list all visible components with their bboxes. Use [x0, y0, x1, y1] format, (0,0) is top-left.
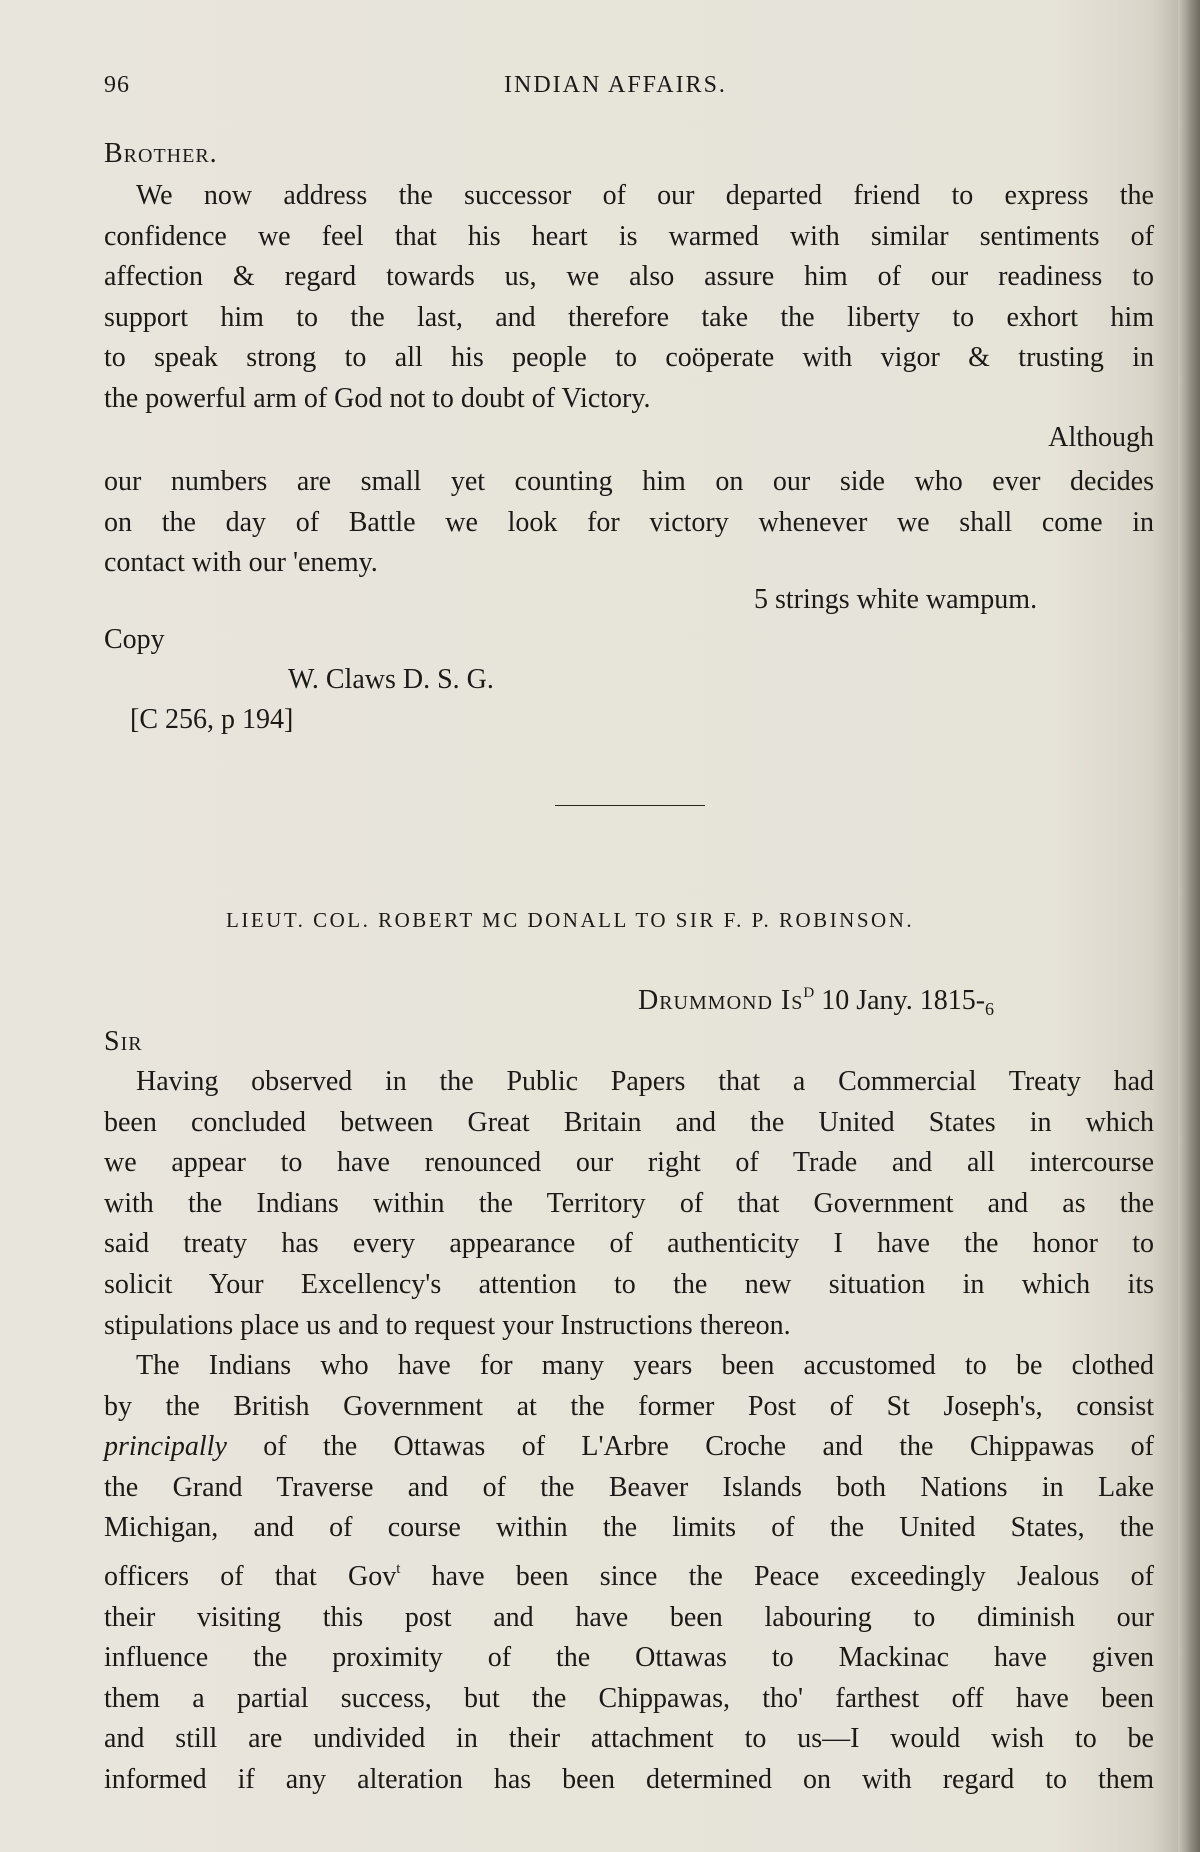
- text-line: and still are undivided in their attachment to us—I would wish to be: [104, 1723, 1154, 1755]
- dateline-date-subscript: 6: [985, 999, 995, 1019]
- letter1-salutation: Brother.: [104, 138, 218, 169]
- signature: W. Claws D. S. G.: [288, 664, 494, 695]
- text-line: [104, 1427, 1154, 1468]
- text-line: to speak strong to all his people to coöperate with vigor & trusting in: [104, 342, 1154, 374]
- text-line: We now address the successor of our departed friend to express the: [136, 180, 1154, 211]
- text-fragment: have been since the Peace exceedingly Jealous of: [400, 1560, 1155, 1592]
- text-line: Michigan, and of course within the limits of the United States, the: [104, 1512, 1154, 1544]
- text-line: the Grand Traverse and of the Beaver Islands both Nations in Lake: [104, 1471, 1154, 1503]
- text-line: affection & regard towards us, we also assure him of our readiness to: [104, 261, 1154, 293]
- superscript: t: [396, 1560, 401, 1577]
- letter2-title: LIEUT. COL. ROBERT MC DONALL TO SIR F. P. ROBINSON.: [226, 908, 915, 932]
- text-line: confidence we feel that his heart is warmed with similar sentiments of: [104, 220, 1154, 252]
- letter1-paragraph-2: [104, 462, 1154, 584]
- letter1-paragraph-1: [104, 176, 1154, 420]
- text-line: support him to the last, and therefore take the liberty to exhort him: [104, 301, 1154, 333]
- text-line: solicit Your Excellency's attention to the new situation in which its: [104, 1268, 1154, 1300]
- text-line: contact with our 'enemy.: [104, 547, 378, 579]
- citation: [C 256, p 194]: [130, 704, 294, 735]
- text-line: [104, 1549, 1154, 1598]
- text-line: with the Indians within the Territory of that Government and as the: [104, 1187, 1154, 1219]
- letter2-salutation: Sir: [104, 1026, 143, 1057]
- text-line: we appear to have renounced our right of Trade and all intercourse: [104, 1147, 1154, 1179]
- text-line: by the British Government at the former Post of St Joseph's, consist: [104, 1390, 1154, 1422]
- text-line: said treaty has every appearance of authenticity I have the honor to: [104, 1228, 1154, 1260]
- text-line: informed if any alteration has been determined on with regard to them: [104, 1763, 1154, 1795]
- wampum-note: 5 strings white wampum.: [754, 584, 1038, 615]
- page-number: 96: [104, 72, 130, 98]
- text-line: their visiting this post and have been labouring to diminish our: [104, 1601, 1154, 1633]
- text-line: on the day of Battle we look for victory whenever we shall come in: [104, 506, 1154, 538]
- dateline-place: Drummond Is: [638, 985, 804, 1016]
- text-line: them a partial success, but the Chippawas, tho' farthest off have been: [104, 1682, 1154, 1714]
- dateline-place-superscript: D: [803, 985, 815, 1001]
- letter2-paragraph-2: [104, 1346, 1154, 1801]
- letter1-paragraph-2-start: Although: [1048, 422, 1154, 453]
- italic-word: principally: [104, 1431, 227, 1463]
- text-fragment: officers of that Gov: [104, 1560, 397, 1592]
- page-header: [104, 72, 1154, 112]
- page-edge: [1178, 0, 1200, 1852]
- copy-label: Copy: [104, 624, 165, 655]
- text-line: our numbers are small yet counting him on our side who ever decides: [104, 466, 1154, 497]
- text-line: Having observed in the Public Papers that a Commercial Treaty had: [136, 1066, 1154, 1097]
- dateline-date: 10 Jany. 1815-: [821, 985, 986, 1016]
- text-line: the powerful arm of God not to doubt of Victory.: [104, 382, 651, 414]
- letter2-paragraph-1: [104, 1062, 1154, 1346]
- letter2-dateline: [638, 985, 994, 1020]
- running-head: INDIAN AFFAIRS.: [504, 72, 727, 98]
- text-line: been concluded between Great Britain and the United States in which: [104, 1106, 1154, 1138]
- text-line: The Indians who have for many years been accustomed to be clothed: [136, 1350, 1154, 1381]
- text-fragment: of the Ottawas of L'Arbre Croche and the Chippawas of: [226, 1431, 1154, 1463]
- text-line: stipulations place us and to request your Instructions thereon.: [104, 1309, 791, 1341]
- section-divider: [555, 805, 705, 806]
- text-line: influence the proximity of the Ottawas to Mackinac have given: [104, 1642, 1154, 1674]
